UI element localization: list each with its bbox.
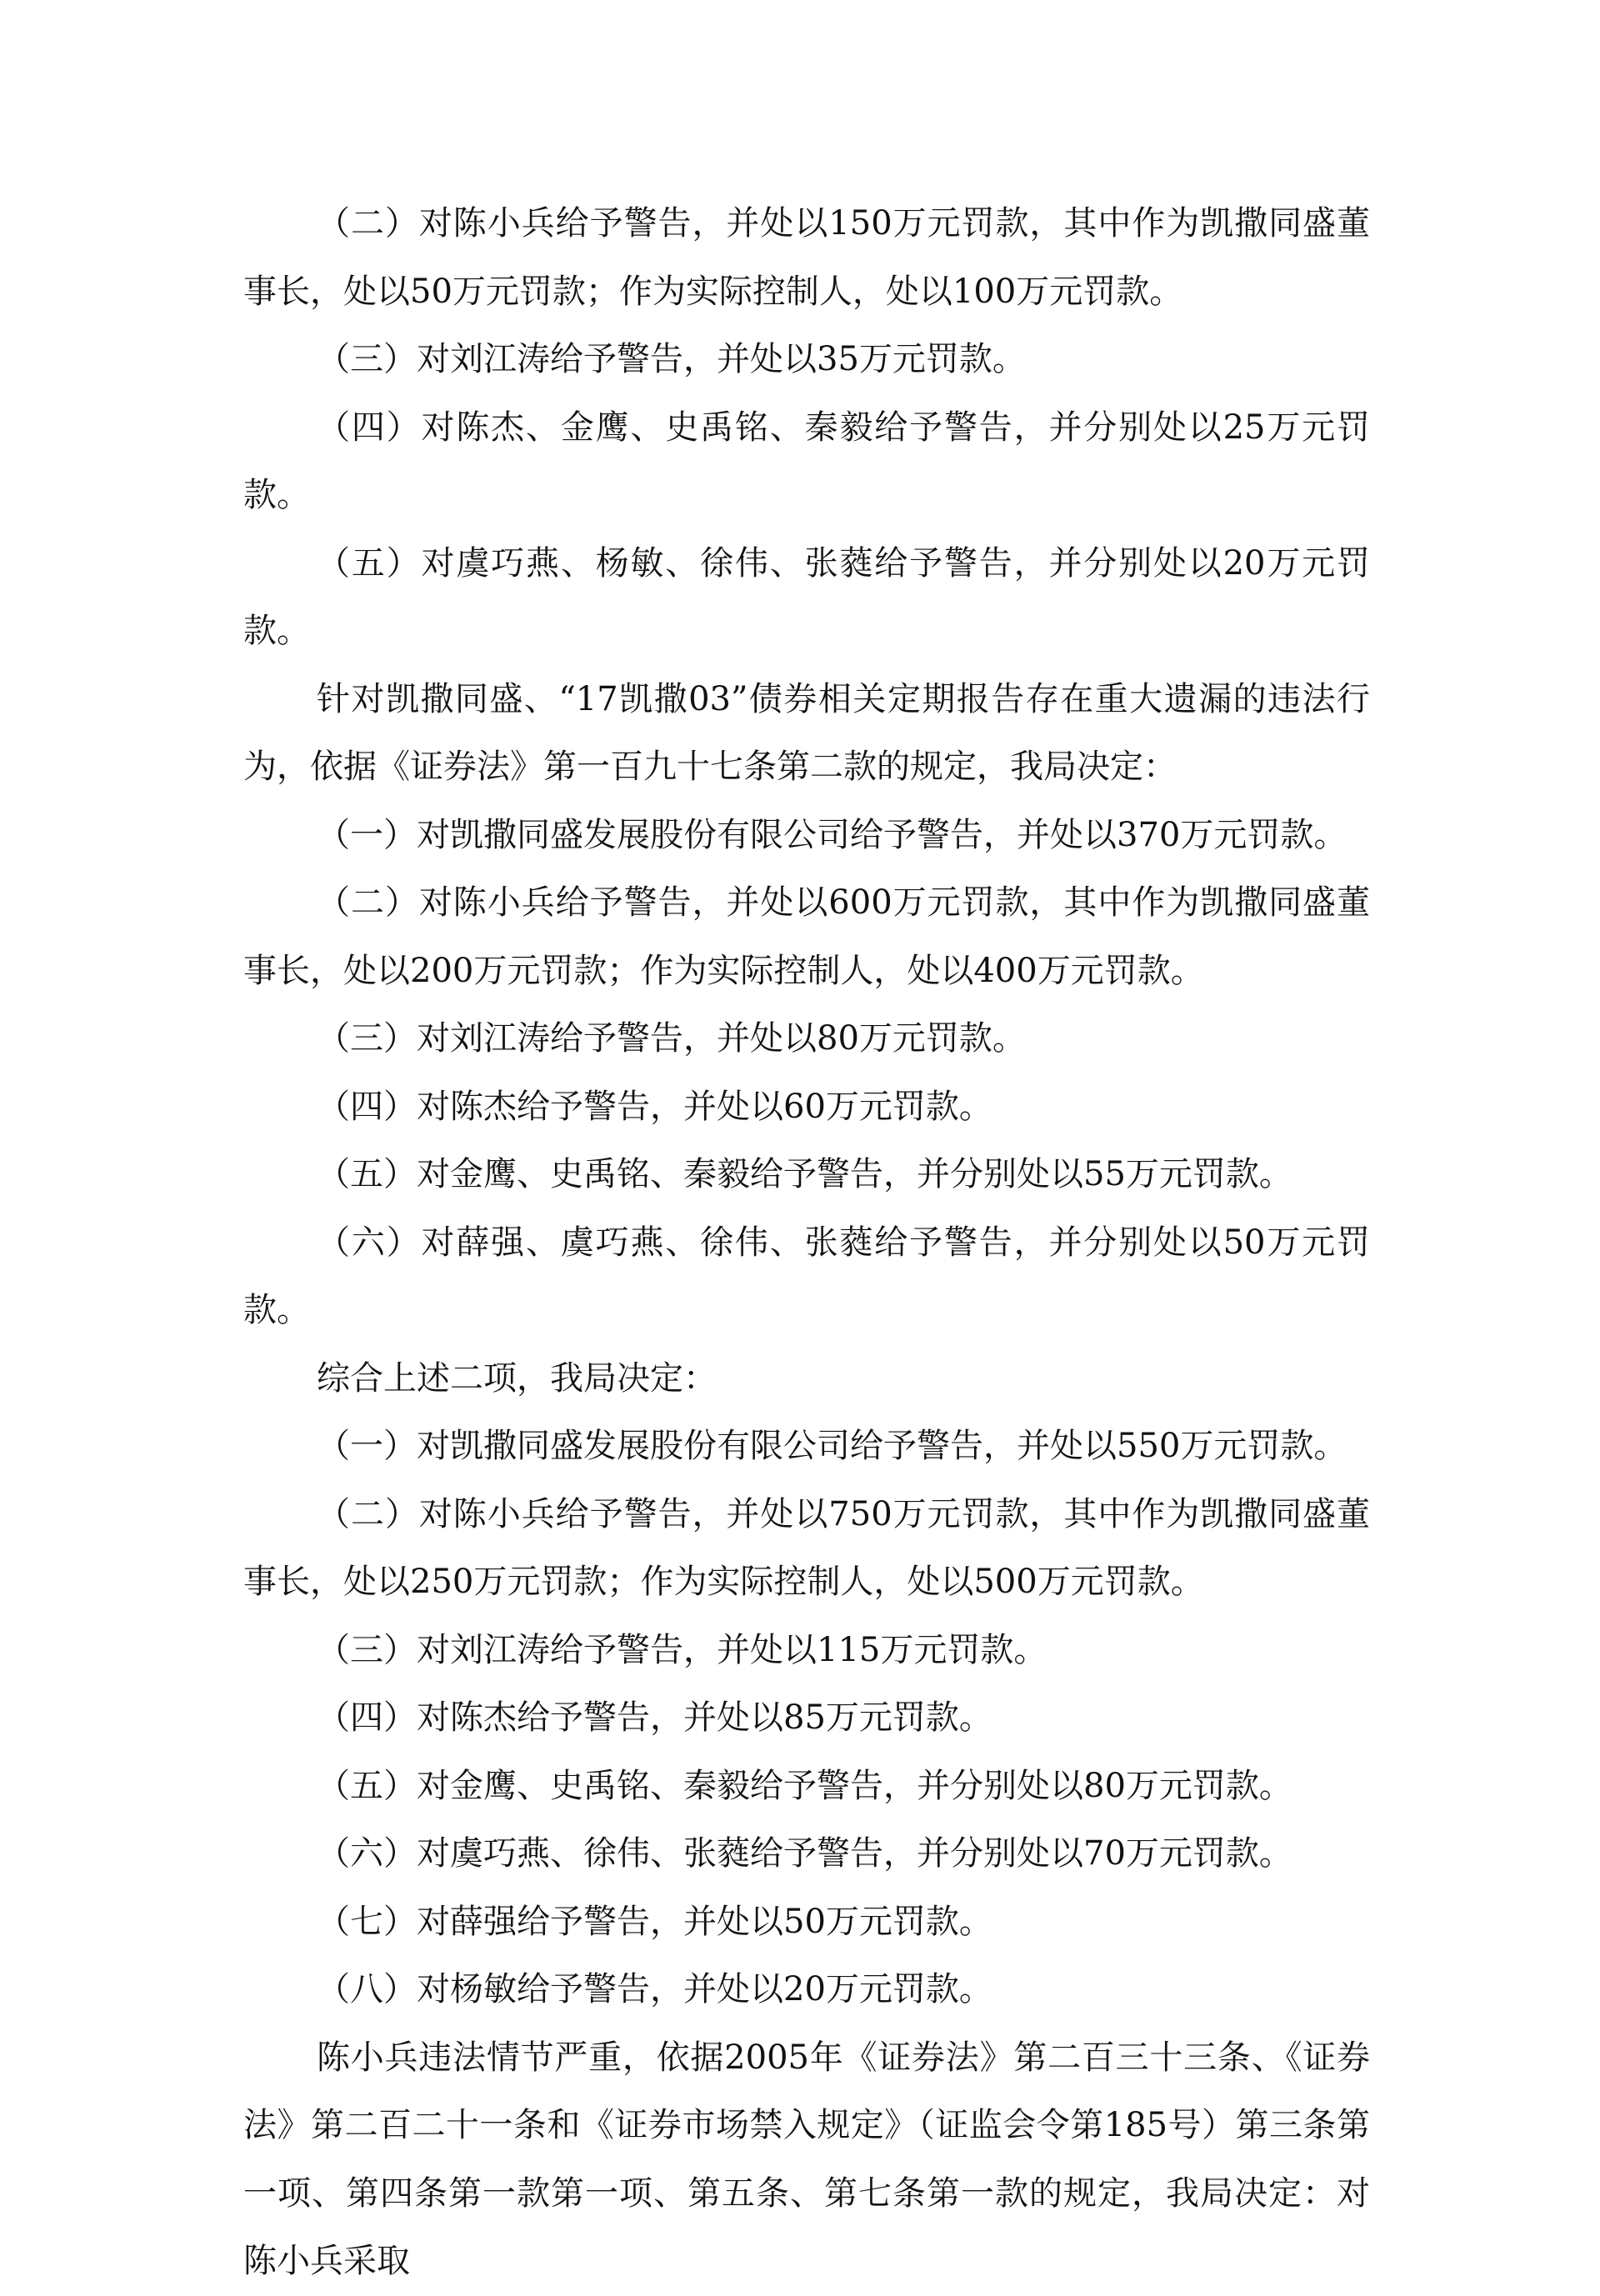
paragraph-penalty-chen-xiaobing-2: （二）对陈小兵给予警告，并处以600万元罚款，其中作为凯撒同盛董事长，处以200万元罚款；作为实际控制人，处以400万元罚款。 [243,883,1370,990]
paragraph-penalty-chen-xiaobing-combined: （二）对陈小兵给予警告，并处以750万元罚款，其中作为凯撒同盛董事长，处以250万元罚款；作为实际控制人，处以500万元罚款。 [243,1494,1370,1601]
paragraph-penalty-company-combined: （一）对凯撒同盛发展股份有限公司给予警告，并处以550万元罚款。 [317,1427,1348,1465]
paragraph-penalty-chen-jie-combined: （四）对陈杰给予警告，并处以85万元罚款。 [317,1698,992,1737]
paragraph-penalty-group-4-1: （四）对陈杰、金鹰、史禹铭、秦毅给予警告，并分别处以25万元罚款。 [243,408,1370,514]
paragraph-penalty-liu-jiangtao-combined: （三）对刘江涛给予警告，并处以115万元罚款。 [317,1630,1048,1669]
paragraph-penalty-xue-qiang-combined: （七）对薛强给予警告，并处以50万元罚款。 [317,1902,992,1941]
paragraph-penalty-group-5-1: （五）对虞巧燕、杨敏、徐伟、张蕤给予警告，并分别处以20万元罚款。 [243,543,1370,650]
paragraph-penalty-company-2: （一）对凯撒同盛发展股份有限公司给予警告，并处以370万元罚款。 [317,815,1348,854]
paragraph-penalty-group-6-combined: （六）对虞巧燕、徐伟、张蕤给予警告，并分别处以70万元罚款。 [317,1834,1292,1873]
paragraph-penalty-group-5-2: （五）对金鹰、史禹铭、秦毅给予警告，并分别处以55万元罚款。 [317,1155,1292,1193]
paragraph-penalty-chen-xiaobing-1: （二）对陈小兵给予警告，并处以150万元罚款，其中作为凯撒同盛董事长，处以50万元罚款；作为实际控制人，处以100万元罚款。 [243,204,1370,311]
paragraph-market-ban-decision: 陈小兵违法情节严重，依据2005年《证券法》第二百三十三条、《证券法》第二百二十一条和《证券市场禁入规定》（证监会令第185号）第三条第一项、第四条第一款第一项、第五条、第七条第一款的规定，我局决定：对陈小兵采取 [243,2038,1370,2280]
paragraph-combined-decision-intro: 综合上述二项，我局决定： [317,1358,717,1398]
document-page [243,190,1370,2296]
paragraph-penalty-chen-jie-2: （四）对陈杰给予警告，并处以60万元罚款。 [317,1087,992,1126]
paragraph-penalty-yang-min-combined: （八）对杨敏给予警告，并处以20万元罚款。 [317,1970,992,2008]
paragraph-penalty-group-5-combined: （五）对金鹰、史禹铭、秦毅给予警告，并分别处以80万元罚款。 [317,1766,1292,1805]
paragraph-penalty-liu-jiangtao-2: （三）对刘江涛给予警告，并处以80万元罚款。 [317,1019,1026,1058]
paragraph-penalty-liu-jiangtao-1: （三）对刘江涛给予警告，并处以35万元罚款。 [317,340,1026,378]
paragraph-penalty-group-6-2: （六）对薛强、虞巧燕、徐伟、张蕤给予警告，并分别处以50万元罚款。 [243,1223,1370,1329]
paragraph-omission-violation-intro: 针对凯撒同盛、“17凯撒03”债券相关定期报告存在重大遗漏的违法行为，依据《证券法》第一百九十七条第二款的规定，我局决定： [243,679,1370,786]
